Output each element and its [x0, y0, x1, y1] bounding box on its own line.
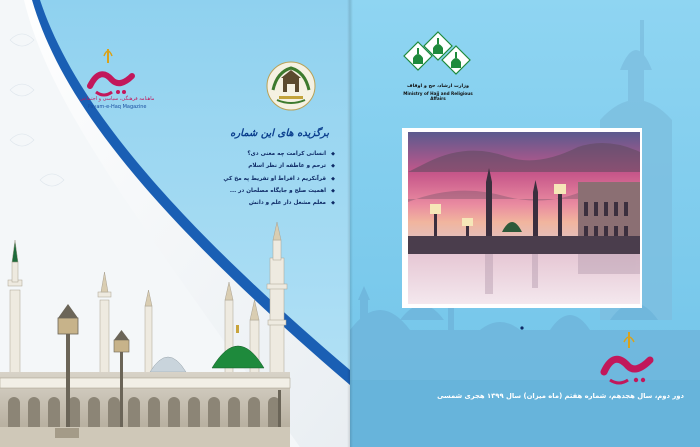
- national-emblem-icon: [265, 60, 317, 112]
- ministry-logo-icon: [398, 30, 476, 84]
- highlight-item: ◆ انسانی کرامت چه معنی دی؟: [225, 151, 335, 157]
- issue-info-line: دور دوم، سال هجدهم، شماره هفتم (ماه میزان) سال ۱۳۹۹ هجری شمسی: [437, 392, 684, 400]
- magazine-logo-icon: [598, 330, 658, 386]
- magazine-logo-icon: [82, 46, 142, 98]
- magazine-tagline: ماهنامه فرهنگی، سیاسی و اجتماعی: [79, 96, 155, 102]
- highlight-item: ◆ اهمیت صلح و جایگاه مصلحان در ...: [225, 188, 335, 194]
- highlight-item: ◆ معلم مشعل دار علم و دانش: [225, 200, 335, 206]
- ministry-name-fa: وزارت ارشاد، حج و اوقاف: [407, 84, 469, 89]
- mosque-photo: [408, 132, 640, 304]
- highlights-title: برگزیده های این شماره: [230, 128, 329, 139]
- highlight-item: ◆ ترحم و عاطفه از نظر اسلام: [225, 163, 335, 169]
- highlight-item: ◆ قرآنکریم د افراط او تفریط په مخ کې: [225, 176, 335, 182]
- ministry-name-en: Ministry of Hajj and Religious Affairs: [403, 91, 473, 101]
- magazine-name-en: Payam-e-Haq Magazine: [87, 104, 147, 110]
- front-cover: [350, 0, 700, 447]
- highlights-section: [225, 128, 335, 212]
- highlights-list: [225, 151, 335, 206]
- spine-fold: [347, 0, 353, 447]
